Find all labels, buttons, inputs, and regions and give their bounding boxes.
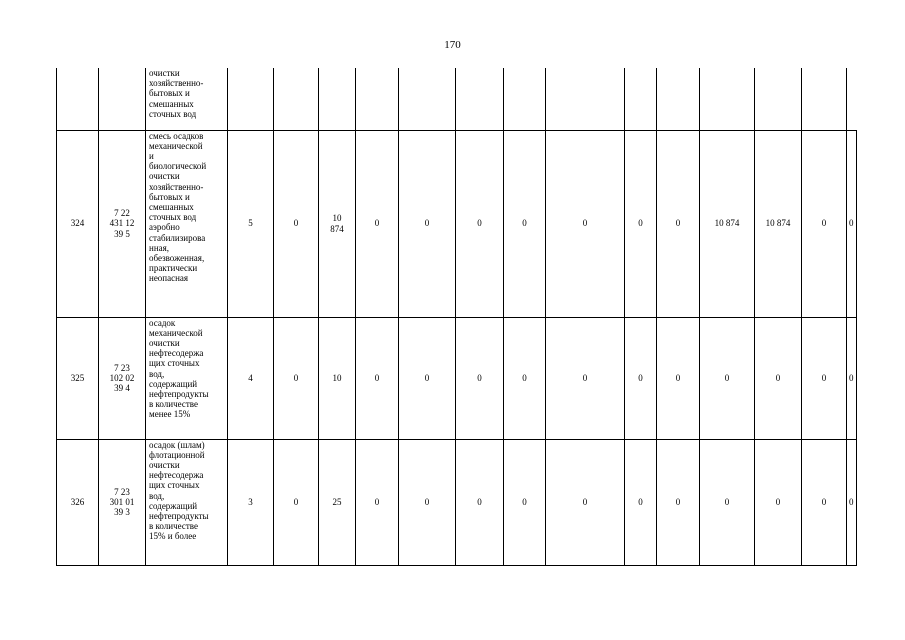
cell-value xyxy=(657,439,700,565)
cell-waste-code xyxy=(99,317,146,439)
description-line: сточных вод xyxy=(149,108,197,119)
cell-value xyxy=(228,130,274,317)
cell-value xyxy=(504,130,546,317)
cell-value xyxy=(504,439,546,565)
cell-empty xyxy=(456,68,504,130)
cell-value xyxy=(847,317,857,439)
description-line: 15% и более xyxy=(149,531,197,542)
cell-empty xyxy=(399,68,456,130)
description-line: биологической xyxy=(149,161,207,172)
value-text: 0 xyxy=(477,372,482,383)
description-line: аэробно xyxy=(149,222,180,233)
description-line: сточных вод xyxy=(149,212,197,223)
code-line: 39 3 xyxy=(114,507,130,518)
cell-description xyxy=(146,317,228,439)
code-line: 7 23 xyxy=(114,486,130,497)
value-text: 0 xyxy=(374,496,380,507)
value-text: 0 xyxy=(582,372,588,383)
cell-empty xyxy=(319,68,356,130)
cell-value xyxy=(456,317,504,439)
code-line: 102 02 xyxy=(109,372,135,383)
code-line: 7 23 xyxy=(114,362,130,373)
cell-empty xyxy=(99,68,146,130)
cell-empty xyxy=(546,68,625,130)
value-text: 0 xyxy=(675,496,681,507)
cell-value xyxy=(847,130,857,317)
cell-value xyxy=(456,439,504,565)
description-line: бытовых и xyxy=(149,191,190,202)
description-line: практически xyxy=(149,263,198,274)
cell-value xyxy=(625,130,657,317)
code-line: 7 22 xyxy=(114,208,130,219)
description-line: хозяйственно- xyxy=(149,78,204,89)
value-text: 0 xyxy=(821,218,827,229)
cell-value xyxy=(274,130,319,317)
cell-empty xyxy=(755,68,802,130)
cell-waste-code xyxy=(99,130,146,317)
cell-description xyxy=(146,439,228,565)
cell-value xyxy=(546,439,625,565)
cell-value xyxy=(399,130,456,317)
description-line: в количестве xyxy=(149,399,198,410)
cell-value xyxy=(755,130,802,317)
cell-value xyxy=(356,439,399,565)
description-line: смесь осадков xyxy=(149,130,204,141)
code-line: 39 4 xyxy=(114,383,130,394)
cell-value xyxy=(802,317,847,439)
value-text: 0 xyxy=(293,372,299,383)
cell-empty xyxy=(657,68,700,130)
value-text: 874 xyxy=(330,223,344,234)
cell-value xyxy=(228,317,274,439)
cell-description xyxy=(146,68,228,130)
value-text: 0 xyxy=(424,372,430,383)
cell-empty xyxy=(504,68,546,130)
value-text: 0 xyxy=(821,496,827,507)
value-text: 4 xyxy=(248,372,253,383)
description-line: флотационной xyxy=(149,449,205,460)
value-text: 0 xyxy=(638,372,643,383)
cell-row-number: 326 xyxy=(57,439,99,565)
value-text: 10 xyxy=(332,213,342,224)
description-line: очистки xyxy=(149,459,180,470)
description-line: неопасная xyxy=(149,273,189,284)
value-text: 0 xyxy=(675,218,681,229)
description-line: очистки xyxy=(149,171,180,182)
cell-value xyxy=(356,130,399,317)
cell-empty xyxy=(625,68,657,130)
cell-value xyxy=(456,130,504,317)
value-text: 0 xyxy=(638,218,643,229)
description-line: нефтепродукты xyxy=(149,388,209,399)
cell-value xyxy=(319,439,356,565)
cell-value xyxy=(274,439,319,565)
description-line: щих сточных xyxy=(149,480,200,491)
value-text: 0 xyxy=(424,496,430,507)
description-line: стабилизирова xyxy=(149,232,206,243)
value-text: 3 xyxy=(248,496,253,507)
description-line: вод, xyxy=(149,368,165,379)
value-text: 25 xyxy=(332,496,342,507)
cell-value xyxy=(546,130,625,317)
cell-value xyxy=(700,317,755,439)
value-text: 0 xyxy=(477,218,482,229)
cell-empty xyxy=(57,68,99,130)
cell-value xyxy=(625,439,657,565)
value-text: 0 xyxy=(424,218,430,229)
description-line: бытовых и xyxy=(149,88,190,99)
cell-value xyxy=(802,439,847,565)
cell-value xyxy=(319,130,356,317)
value-text: 0 xyxy=(582,218,588,229)
value-text: 0 xyxy=(522,218,527,229)
cell-empty xyxy=(700,68,755,130)
description-line: менее 15% xyxy=(149,409,191,420)
cell-value xyxy=(356,317,399,439)
value-text: 0 xyxy=(849,218,854,229)
value-text: 0 xyxy=(775,372,781,383)
cell-waste-code xyxy=(99,439,146,565)
cell-value xyxy=(319,317,356,439)
description-line: обезвоженная, xyxy=(149,252,205,263)
table-row-continuation xyxy=(57,68,857,130)
code-line: 301 01 xyxy=(109,496,135,507)
cell-value xyxy=(546,317,625,439)
value-text: 10 874 xyxy=(714,218,740,229)
value-text: 0 xyxy=(522,372,527,383)
description-line: нефтесодержа xyxy=(149,470,204,481)
description-line: очистки xyxy=(149,68,180,78)
cell-empty xyxy=(356,68,399,130)
cell-value xyxy=(700,439,755,565)
cell-empty xyxy=(274,68,319,130)
table-row xyxy=(57,130,857,317)
code-line: 39 5 xyxy=(114,228,130,239)
value-text: 0 xyxy=(293,218,299,229)
value-text: 0 xyxy=(582,496,588,507)
description-line: нефтепродукты xyxy=(149,510,209,521)
value-text: 0 xyxy=(724,496,730,507)
value-text: 5 xyxy=(248,218,253,229)
description-line: смешанных xyxy=(149,201,194,212)
cell-value xyxy=(625,317,657,439)
page-number: 170 xyxy=(444,39,461,51)
table-row xyxy=(57,439,857,565)
cell-value xyxy=(755,439,802,565)
cell-value xyxy=(700,130,755,317)
description-line: смешанных xyxy=(149,98,194,109)
cell-value xyxy=(755,317,802,439)
value-text: 0 xyxy=(675,372,681,383)
description-line: в количестве xyxy=(149,521,198,532)
cell-value xyxy=(802,130,847,317)
description-line: вод, xyxy=(149,490,165,501)
cell-value xyxy=(504,317,546,439)
value-text: 0 xyxy=(821,372,827,383)
cell-description xyxy=(146,130,228,317)
description-line: нефтесодержа xyxy=(149,348,204,359)
cell-value xyxy=(274,317,319,439)
description-line: содержащий xyxy=(149,378,198,389)
waste-table xyxy=(56,68,857,566)
value-text: 0 xyxy=(293,496,299,507)
cell-value xyxy=(399,317,456,439)
cell-value xyxy=(847,439,857,565)
value-text: 10 xyxy=(332,372,342,383)
value-text: 0 xyxy=(374,372,380,383)
description-line: очистки xyxy=(149,337,180,348)
value-text: 0 xyxy=(477,496,482,507)
cell-value xyxy=(399,439,456,565)
cell-empty xyxy=(802,68,847,130)
description-line: механической xyxy=(149,140,203,151)
description-line: и xyxy=(149,150,154,161)
cell-value xyxy=(657,317,700,439)
cell-value xyxy=(228,439,274,565)
description-line: содержащий xyxy=(149,500,198,511)
value-text: 0 xyxy=(724,372,730,383)
cell-row-number: 325 xyxy=(57,317,99,439)
cell-value xyxy=(657,130,700,317)
value-text: 10 874 xyxy=(765,218,791,229)
table-row xyxy=(57,317,857,439)
cell-empty xyxy=(228,68,274,130)
value-text: 0 xyxy=(849,496,854,507)
value-text: 0 xyxy=(638,496,643,507)
value-text: 0 xyxy=(374,218,380,229)
description-line: щих сточных xyxy=(149,358,200,369)
value-text: 0 xyxy=(849,372,854,383)
code-line: 431 12 xyxy=(109,218,135,229)
description-line: нная, xyxy=(149,242,170,253)
description-line: осадок (шлам) xyxy=(149,439,205,450)
cell-row-number: 324 xyxy=(57,130,99,317)
description-line: механической xyxy=(149,327,203,338)
description-line: осадок xyxy=(149,317,176,328)
value-text: 0 xyxy=(775,496,781,507)
description-line: хозяйственно- xyxy=(149,181,204,192)
value-text: 0 xyxy=(522,496,527,507)
